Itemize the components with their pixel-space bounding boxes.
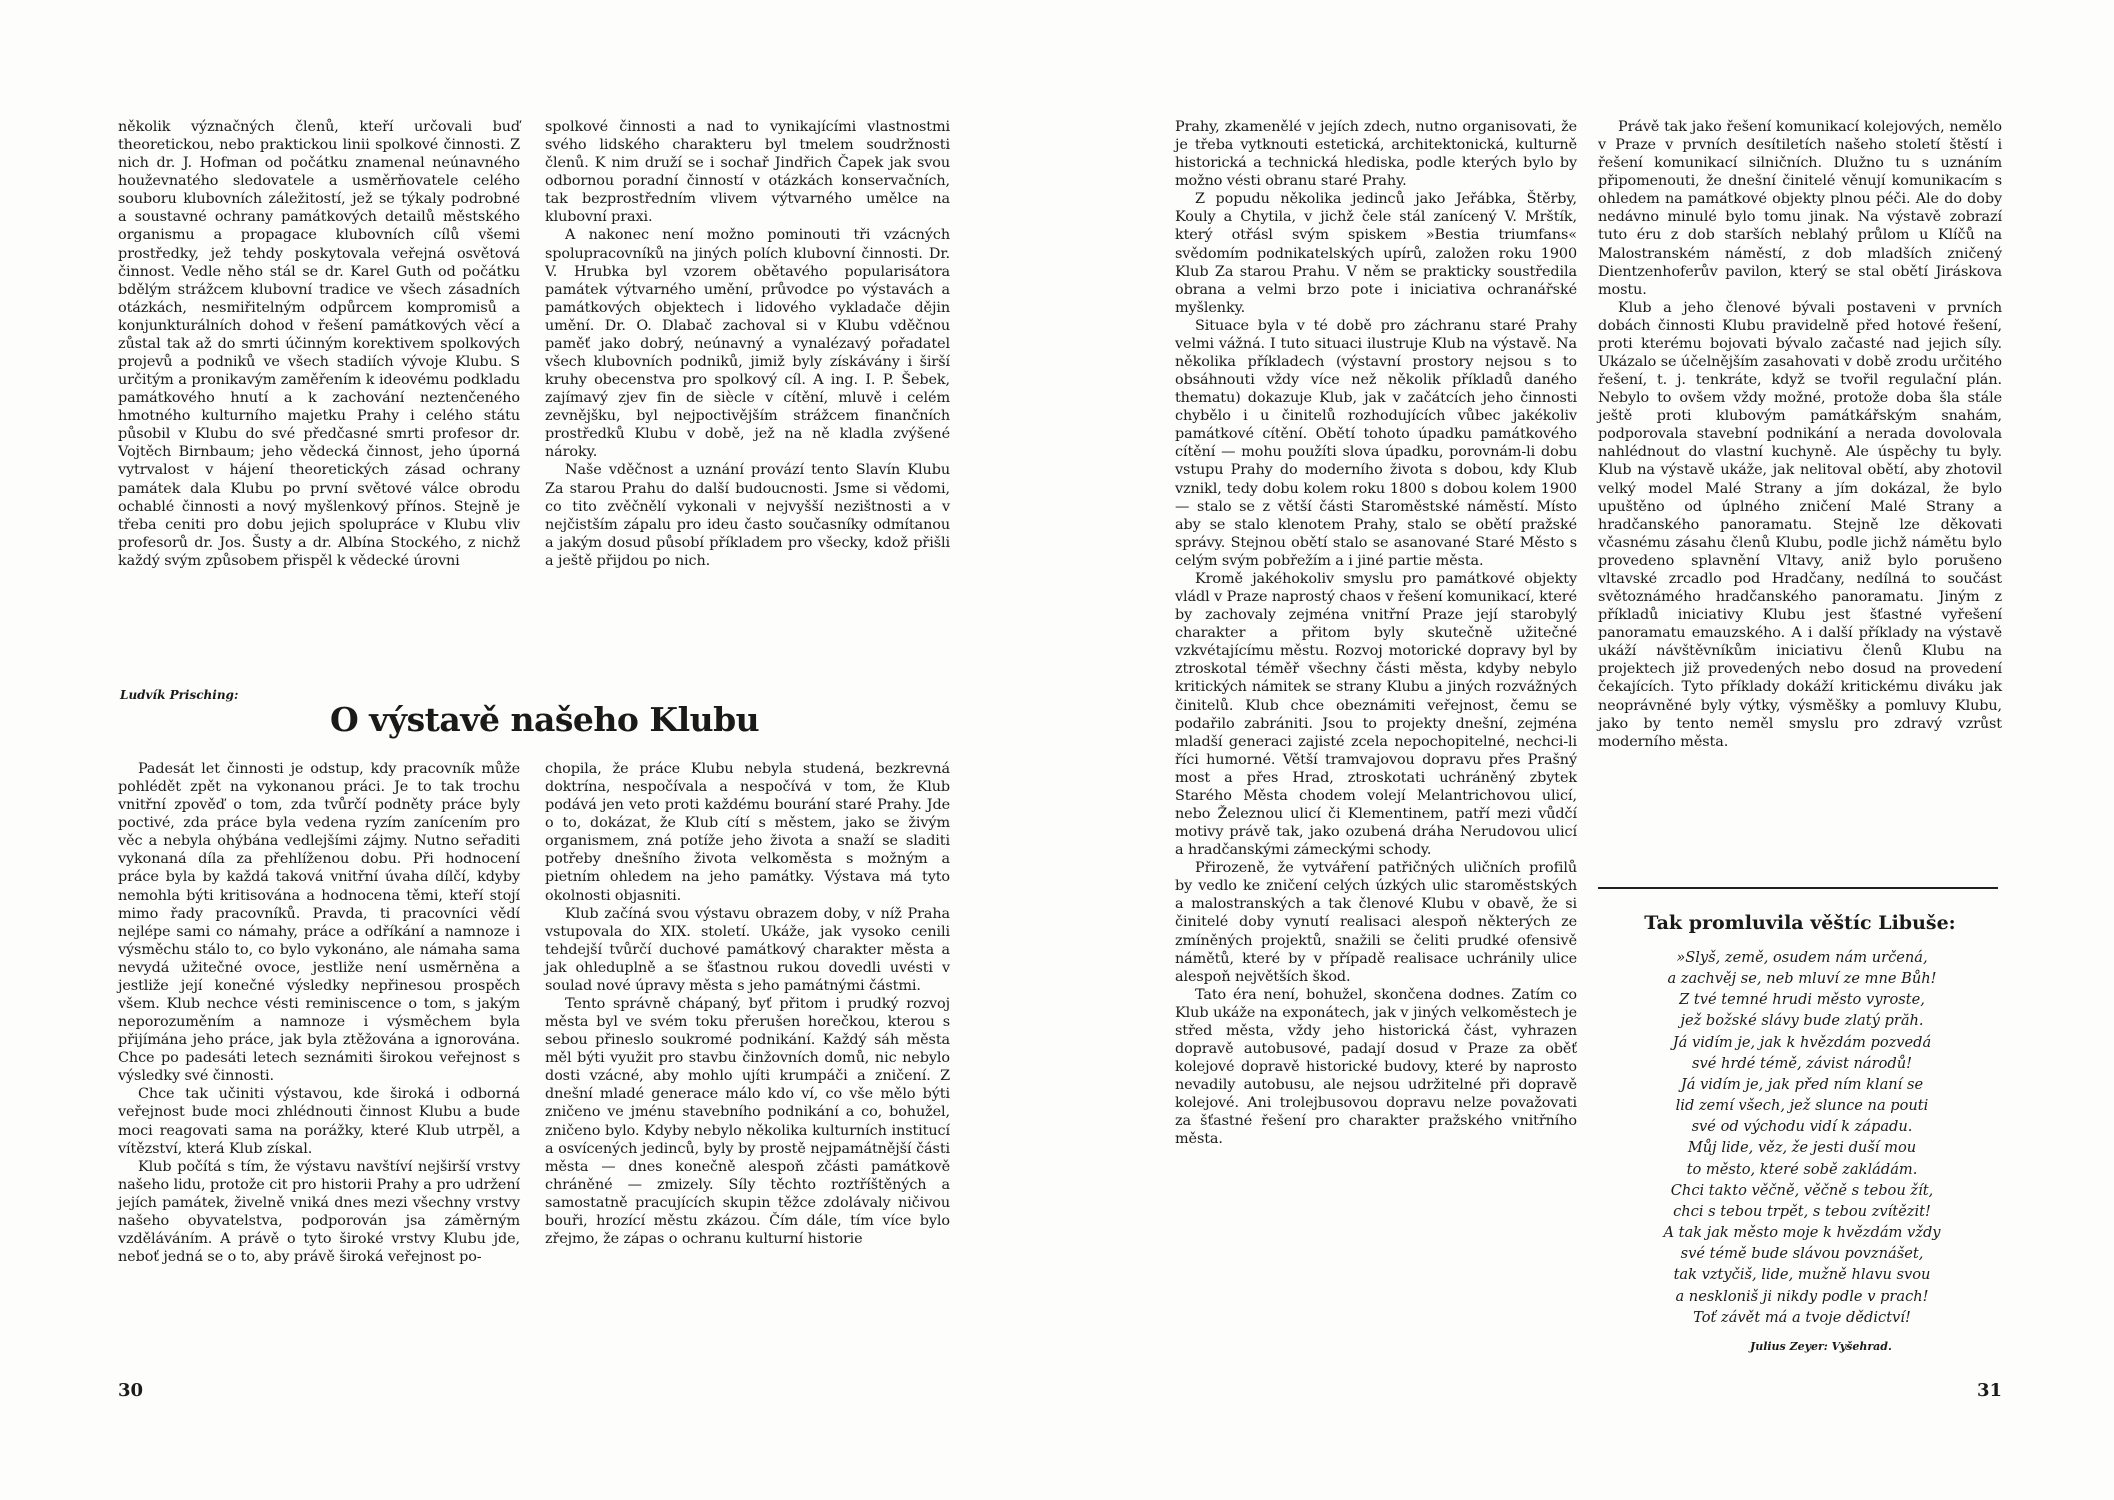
paragraph: chopila, že práce Klubu nebyla studená, bezkrevná doktrína, nespočívala a nespočívá v tom, že Klub podává jen veto proti každému bourání staré Prahy. Jde o to, dokázat, že Klub cítí s městem, jako se živým organismem, zná potíže jeho života a snaží se sladiti potřeby dnešního života velkoměsta s možným a pietním ohledem na jeho památky. Výstava má tyto okolnosti objasniti. (545, 761, 950, 904)
poem-line: své hrdé témě, závist národů! (1691, 1054, 1913, 1072)
page-number: 31 (1977, 1380, 2003, 1401)
article-byline: Ludvík Prisching: (120, 688, 239, 702)
poem-title: Tak promluvila věštíc Libuše: (1644, 912, 1956, 934)
paragraph: Přirozeně, že vytváření patřičných uličních profilů by vedlo ke zničení celých úzkých ulic staroměstských a malostranských a tak členové Klubu v obavě, že si činitelé doby vynutí realisaci alespoň některých ze zmíněných projektů, snažili se čeliti prudké ofensivě námětů, které by v případě realisace uchránily ulice alespoň největších škod. (1175, 860, 1577, 985)
poem-line: A tak jak město moje k hvězdám vždy (1663, 1224, 1941, 1242)
paragraph: Klub začíná svou výstavu obrazem doby, v níž Praha vstupovala do XIX. století. Ukáže, jak vysoko cenili tehdejší tvůrčí duchové památkový charakter města a jak ohleduplně a se šťastnou rukou dovedli uvésti v soulad nové úpravy města s jeho památnými částmi. (545, 905, 950, 994)
poem-line: »Slyš, země, osudem nám určená, (1676, 949, 1928, 966)
right-column-2 (1598, 118, 2002, 751)
poem-line: Chci takto věčně, věčně s tebou žít, (1670, 1181, 1934, 1199)
right-column-1 (1175, 118, 1577, 1148)
poem-divider (1598, 887, 1998, 889)
poem-line: to město, které sobě zakládám. (1686, 1160, 1918, 1178)
paragraph: Právě tak jako řešení komunikací kolejových, nemělo v Praze v prvních desítiletích našeho století štěstí i řešení komunikací silničních. Dlužno tu s uznáním připomenouti, že dnešní činitelé věnují komunikacím s ohledem na památkové objekty plnou péči. Ale do doby nedávno minulé bylo tomu jinak. Na výstavě zobrazí tuto éru z dob starších neblahý průlom u Klíčů na Malostranském náměstí, z dob mladších zničený Dientzenhoferův pavilon, který se stal obětí Jiráskova mostu. (1598, 119, 2002, 298)
poem-line: Toť závět má a tvoje dědictví! (1693, 1308, 1911, 1326)
poem-line: a neskloniš ji nikdy podle v prach! (1675, 1287, 1929, 1305)
left-continuation-column-1 (118, 118, 520, 570)
poem-line: Já vidím je, jak před ním klaní se (1680, 1075, 1924, 1093)
paragraph: Padesát let činnosti je odstup, kdy pracovník může pohlédět zpět na vykonanou práci. Je to tak trochu vnitřní zpověď o tom, zda tvůrčí podněty práce byly poctivé, zda práce byla vedena ryzím zanícením pro věc a nebyla ohýbána vedlejšími zájmy. Nutno seřaditi vykonaná díla za přehlíženou dobu. Při hodnocení práce byla by každá taková vnitřní úvaha dílčí, kdyby nemohla býti kritisována a hodnocena těmi, kteří stojí mimo řady pracovníků. Pravda, ti pracovníci vědí nejlépe sami co námahy, práce a odříkání a namnoze i výsměchu stálo to, co bylo vykonáno, ale námaha sama nevydá užitečné ovoce, jestliže není usměrněna a jestliže její konečné výsledky nepřinesou prospěch všem. Klub nechce vésti reminiscence o tom, s jakým neporozuměním a namnoze i výsměchem byla přijímána jeho práce, jak byla ztěžována a ignorována. Chce po padesáti letech seznámiti širokou veřejnost s výsledky své činnosti. (118, 761, 520, 1085)
paragraph: spolkové činnosti a nad to vynikajícími vlastnostmi svého lidského charakteru byl tmelem soudržnosti členů. K nim druží se i sochař Jindřich Čapek jak svou odbornou poradní činností v otázkách konservačních, tak bezprostředním vlivem výtvarného umělce na klubovní praxi. (545, 119, 950, 226)
paragraph: Z popudu několika jedinců jako Jeřábka, Štěrby, Kouly a Chytila, v jichž čele stál zanícený V. Mrštík, který otřásl svým spiskem »Bestia triumfans« svědomím podnikatelských upírů, založen roku 1900 Klub Za starou Prahu. V něm se prakticky soustředila obrana a velmi brzo pote i iniciativa ochranářské myšlenky. (1175, 191, 1577, 316)
article-column-2 (545, 760, 950, 1248)
paragraph: Chce tak učiniti výstavou, kde široká i odborná veřejnost bude moci zhlédnouti činnost Klubu a bude moci reagovati sama na porážky, které Klub utrpěl, a vítězství, která Klub získal. (118, 1086, 520, 1157)
paragraph: Klub a jeho členové bývali postaveni v prvních dobách činnosti Klubu pravidelně před hotové řešení, proti kterému bojovati bývalo začasté nad jejich síly. Ukázalo se účelnějším zasahovati v době zrodu určitého řešení, t. j. tenkráte, když se tvořil regulační plán. Nebylo to ovšem vždy možné, protože doba šla stále ještě proti klubovým památkářským snahám, podporovala stavební podnikání a nerada dovolovala nahlédnout do vlastní kuchyně. Ale úspěchy tu byly. Klub na výstavě ukáže, jak nelitoval obětí, aby zhotovil velký model Malé Strany a jím dokázal, že bylo upuštěno od úplného zničení Malé Strany a hradčanského panoramatu. Stejně lze děkovati včasnému zásahu členů Klubu, podle jichž námětu bylo provedeno splavnění Vltavy, aniž bylo porušeno vltavské zrcadlo pod Hradčany, nedílná to součást světoznámého hradčanského panoramatu. Jiným z příkladů iniciativy Klubu jest šťastné vyřešení panoramatu emauzského. A i další příklady na výstavě ukáží návštěvníkům iniciativu členů Klubu na projektech již provedených nebo dosud na provedení čekajících. Tyto příklady dokáží kritickému diváku jak neoprávněné byly výtky, výsměšky a pomluvy Klubu, jako by tento neměl smyslu pro zdravý vzrůst moderního města. (1598, 299, 2002, 750)
poem-line: a zachvěj se, neb mluví ze mne Bůh! (1667, 970, 1937, 988)
article-title: O výstavě našeho Klubu (330, 700, 760, 739)
paragraph: Tato éra není, bohužel, skončena dodnes. Zatím co Klub ukáže na exponátech, jak v jiných velkoměstech je střed města, vždy jeho historická část, vyhrazen dopravě autobusové, padají dosud v Praze za oběť kolejové dopravě historické budovy, které by naprosto nevadily autobusu, ale nejsou udržitelné při dopravě kolejové. Ani trolejbusovou dopravu nelze považovati za šťastné řešení pro charakter pražského vnitřního města. (1175, 986, 1577, 1148)
poem-line: své témě bude slávou povznášet, (1680, 1245, 1924, 1263)
poem-line: chci s tebou trpět, s tebou zvítězit! (1673, 1202, 1931, 1220)
poem-line: Z tvé temné hrudi město vyroste, (1679, 991, 1925, 1009)
poem-line: Já vidím je, jak k hvězdám pozvedá (1672, 1033, 1932, 1051)
poem-line: tak vztyčiš, lide, mužně hlavu svou (1673, 1266, 1931, 1284)
poem-signature: Julius Zeyer: Vyšehrad. (1750, 1340, 1892, 1353)
paragraph: Klub počítá s tím, že výstavu navštíví nejširší vrstvy našeho lidu, protože cit pro historii Prahy a pro udržení jejích památek, živelně vniká dnes mezi všechny vrstvy našeho obyvatelstva, podporován jsa záměrným vzděláváním. A právě o tyto široké vrstvy Klubu jde, neboť jedná se o to, aby právě široká veřejnost po- (118, 1158, 520, 1266)
article-column-1 (118, 760, 520, 1266)
paragraph: několik význačných členů, kteří určovali buď theoretickou, nebo praktickou linii spolkové činnosti. Z nich dr. J. Hofman od počátku znamenal neúnavného houževnatého sledovatele a usměrňovatele celého souboru klubovních záležitostí, jež se týkaly podrobné a soustavné ochrany památkových detailů městského organismu a propagace klubovních cílů všemi prostředky, jež tehdy poskytovala veřejná osvětová činnost. Vedle něho stál se dr. Karel Guth od počátku bdělým strážcem klubovní tradice ve všech zásadních otázkách, nesmiřitelným odpůrcem kompromisů a konjunkturálních dohod v řešení památkových věcí a zůstal tak až do smrti účinným korektivem spolkových projevů a podniků ve všech stadiích vývoje Klubu. S určitým a pronikavým zaměřením k ideovému podkladu památkového hnutí a k zachování neztenčeného hmotného kulturního majetku Prahy i celého státu působil v Klubu do své předčasné smrti profesor dr. Vojtěch Birnbaum; jeho vědecká činnost, jeho úporná vytrvalost v hájení theoretických zásad ochrany památek dala Klubu po první světové válce obrodu ochablé činnosti a nový myšlenkový přínos. Stejně je třeba ceniti pro dobu jejich spolupráce v Klubu vliv profesorů dr. Jos. Šusty a dr. Albína Stockého, z nichž každý svým způsobem přispěl k vědecké úrovni (118, 119, 520, 569)
paragraph: Naše vděčnost a uznání provází tento Slavín Klubu Za starou Prahu do další budoucnosti. Jsme si vědomi, co tito zvěčnělí vykonali v nejvyšší nezištnosti a v nejčistším zápalu pro ideu často současníky odmítanou a jakým dosud působí příkladem pro všecky, kdož přišli a ještě přijdou po nich. (545, 462, 950, 569)
paragraph: Situace byla v té době pro záchranu staré Prahy velmi vážná. I tuto situaci ilustruje Klub na výstavě. Na několika příkladech (výstavní prostory nejsou s to obsáhnouti vždy více než několik příkladů daného thematu) dokazuje Klub, jak v začátcích jeho činnosti chybělo i u činitelů rozhodujících vůbec jakékoliv památkové cítění. Obětí tohoto úpadku památkového cítění — mohu použíti slova úpadku, porovnám-li dobu vstupu Prahy do moderního života s dobou, kdy Klub vznikl, tedy dobu kolem roku 1800 s dobou kolem 1900 — stalo se z větší části Staroměstské náměstí. Místo aby se stalo klenotem Prahy, stalo se obětí pražské správy. Stejnou obětí stalo se asanované Staré Město s celým svým pobřežím a i jiné partie města. (1175, 317, 1577, 569)
page-number: 30 (118, 1380, 144, 1401)
paragraph: Kromě jakéhokoliv smyslu pro památkové objekty vládl v Praze naprostý chaos v řešení komunikací, které by zachovaly zejména vnitřní Praze její starobylý charakter a přitom byly skutečně užitečné vzkvétajícímu městu. Rozvoj motorické dopravy byl by ztroskotal téměř všechny části města, kdyby nebylo kritických námitek se strany Klubu a jiných rozvážných činitelů. Klub chce obeznámiti veřejnost, čemu se podařilo zabrániti. Jsou to projekty dnešní, zejména mladší generaci zajisté zcela nepochopitelné, nechci-li říci humorné. Větší tramvajovou dopravu přes Prašný most a přes Hrad, ztroskotati uchráněný zbytek Starého Města chodem volejí Melantrichovou ulicí, nebo Železnou ulicí či Klementinem, patří mezi vůdčí motivy právě tak, jako ozubená dráha Nerudovou ulicí a hradčanskými zámeckými schody. (1175, 570, 1577, 859)
poem-line: Můj lide, věz, že jesti duší mou (1687, 1139, 1917, 1157)
paragraph: Prahy, zkamenělé v jejích zdech, nutno organisovati, že je třeba vytknouti estetická, architektonická, kulturně historická a technická hlediska, podle kterých bylo by možno vésti obranu staré Prahy. (1175, 119, 1577, 190)
poem (1602, 947, 2002, 1328)
poem-line: své od východu vidí k západu. (1691, 1118, 1913, 1136)
poem-line: lid zemí všech, jež slunce na pouti (1675, 1097, 1929, 1115)
paragraph: Tento správně chápaný, byť přitom i prudký rozvoj města byl ve svém toku přerušen horečkou, kterou s sebou přineslo soukromé podnikání. Každý sáh města měl býti využit pro stavbu činžovních domů, nic nebylo dosti vzácné, aby mohlo ujíti krumpáči a zničení. Z dnešní mladé generace málo kdo ví, co vše mělo býti zničeno ve jménu stavebního podnikání a co, bohužel, zničeno bylo. Kdyby nebylo několika kulturních institucí a osvícených jedinců, byly by prostě nejpamátnější části města — dnes konečně alespoň zčásti památkově chráněné — zmizely. Síly těchto roztříštěných a samostatně pracujících skupin těžce zdolávaly ničivou bouři, hrozící městu zkázou. Čím dále, tím více bylo zřejmo, že zápas o ochranu kulturní historie (545, 996, 950, 1248)
paragraph: A nakonec není možno pominouti tři vzácných spolupracovníků na jiných polích klubovní činnosti. Dr. V. Hrubka byl vzorem obětavého popularisátora památek výtvarného umění, průvodce po výstavách a památkových objektech i lidového vykladače dějin umění. Dr. O. Dlabač zachoval si v Klubu vděčnou paměť jako dobrý, neúnavný a vynalézavý pořadatel všech klubovních podniků, jimiž byly získávány i širší kruhy obecenstva pro spolkový cíl. A ing. I. P. Šebek, zajímavý zjev fin de siècle v cítění, mluvě i celém zevnějšku, byl nejpoctivějším strážcem finančních prostředků Klubu v době, jež na ně kladla zvýšené nároky. (545, 227, 950, 461)
poem-line: jež božské slávy bude zlatý prăh. (1680, 1012, 1924, 1030)
left-continuation-column-2 (545, 118, 950, 570)
